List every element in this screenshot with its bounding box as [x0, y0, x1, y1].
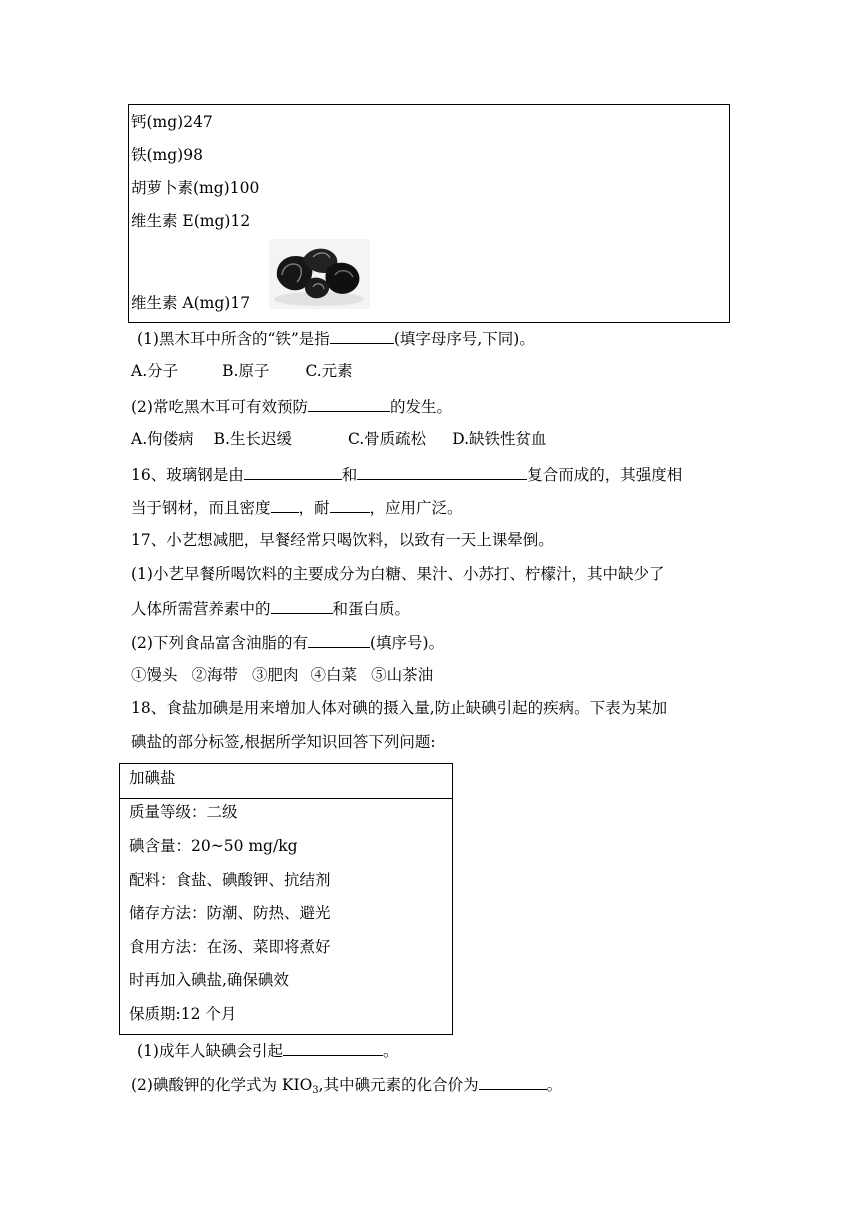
q18-text: (2)碘酸钾的化学式为 KIO [131, 1076, 313, 1094]
q17-text: (2)下列食品富含油脂的有 [131, 634, 308, 652]
q16-line1 [131, 463, 682, 485]
q15-part1 [137, 327, 535, 349]
option-4: ④白菜 [310, 666, 358, 684]
q15-part1-options [131, 361, 353, 381]
salt-label-table [119, 763, 453, 1035]
option-2: ②海带 [191, 666, 239, 684]
q18-part2 [131, 1073, 562, 1101]
q15-part2-text: (2)常吃黑木耳可有效预防 [131, 398, 308, 416]
option-1: ①馒头 [131, 666, 178, 684]
nutrition-row-iron: 铁(mg)98 [131, 146, 203, 164]
q16-text: 复合而成的，其强度相 [527, 466, 683, 484]
q17-options [131, 665, 433, 685]
q16-text: 16、玻璃钢是由 [131, 466, 244, 484]
black-fungus-image [269, 239, 370, 309]
salt-label-row: 保质期:12 个月 [129, 1005, 237, 1023]
salt-label-row: 配料：食盐、碘酸钾、抗结剂 [129, 871, 331, 889]
q18-part1 [137, 1039, 398, 1061]
q15-part1-text-after: (填字母序号,下同)。 [393, 330, 535, 348]
nutrition-row-vitamin-e: 维生素 E(mg)12 [131, 212, 251, 230]
q16-text: ，应用广泛。 [369, 499, 463, 517]
option-b: B.原子 [222, 362, 270, 380]
q17-part2 [131, 631, 444, 653]
salt-label-row: 时再加入碘盐,确保碘效 [129, 971, 289, 989]
nutrition-row-vitamin-a: 维生素 A(mg)17 [131, 294, 251, 312]
q16-text: 和 [341, 466, 358, 484]
q18-text: ,其中碘元素的化合价为 [318, 1076, 479, 1094]
salt-label-title: 加碘盐 [129, 769, 176, 787]
salt-label-header [120, 764, 452, 799]
answer-blank[interactable] [308, 395, 390, 412]
answer-blank[interactable] [283, 1039, 383, 1056]
q15-part2 [131, 395, 452, 417]
q17-text: 人体所需营养素中的 [131, 600, 271, 618]
salt-label-row: 碘含量：20~50 mg/kg [129, 837, 298, 855]
q16-text: 当于钢材，而且密度 [131, 499, 271, 517]
q15-part1-text: (1)黑木耳中所含的“铁”是指 [137, 330, 330, 348]
answer-blank[interactable] [244, 463, 342, 480]
answer-blank[interactable] [330, 496, 370, 513]
q17-part1-line2 [131, 597, 410, 619]
option-3: ③肥肉 [252, 666, 299, 684]
answer-blank[interactable] [308, 631, 370, 648]
salt-label-row: 质量等级：二级 [129, 803, 238, 821]
q17-text: 和蛋白质。 [332, 600, 411, 618]
option-b: B.生长迟缓 [213, 430, 292, 448]
option-a: A.分子 [131, 362, 179, 380]
q17-part1-line1: (1)小艺早餐所喝饮料的主要成分为白糖、果汁、小苏打、柠檬汁，其中缺少了 [131, 565, 665, 583]
answer-blank[interactable] [330, 327, 394, 344]
q15-part2-text-after: 的发生。 [389, 398, 452, 416]
salt-label-row: 食用方法：在汤、菜即将煮好 [129, 938, 331, 956]
nutrition-table [128, 104, 730, 323]
q16-text: ，耐 [298, 499, 330, 517]
answer-blank[interactable] [271, 496, 299, 513]
subscript: 3 [312, 1085, 319, 1096]
q17-text: (填序号)。 [369, 634, 445, 652]
option-5: ⑤山茶油 [371, 666, 434, 684]
salt-label-row: 储存方法：防潮、防热、避光 [129, 904, 331, 922]
nutrition-row-calcium: 钙(mg)247 [131, 113, 213, 131]
answer-blank[interactable] [479, 1073, 547, 1090]
answer-blank[interactable] [357, 463, 527, 480]
q15-part2-options [131, 429, 547, 449]
q18-stem-line1: 18、食盐加碘是用来增加人体对碘的摄入量,防止缺碘引起的疾病。下表为某加 [131, 699, 668, 717]
option-d: D.缺铁性贫血 [452, 430, 547, 448]
nutrition-row-carotene: 胡萝卜素(mg)100 [131, 179, 260, 197]
q17-stem: 17、小艺想减肥，早餐经常只喝饮料，以致有一天上课晕倒。 [131, 531, 554, 549]
q18-text: 。 [382, 1042, 399, 1060]
option-a: A.佝偻病 [131, 430, 194, 448]
q18-stem-line2: 碘盐的部分标签,根据所学知识回答下列问题: [131, 733, 436, 751]
q18-text: (1)成年人缺碘会引起 [137, 1042, 283, 1060]
answer-blank[interactable] [271, 597, 333, 614]
q18-text: 。 [546, 1076, 563, 1094]
option-c: C.骨质疏松 [347, 430, 427, 448]
q16-line2 [131, 496, 463, 518]
option-c: C.元素 [305, 362, 353, 380]
